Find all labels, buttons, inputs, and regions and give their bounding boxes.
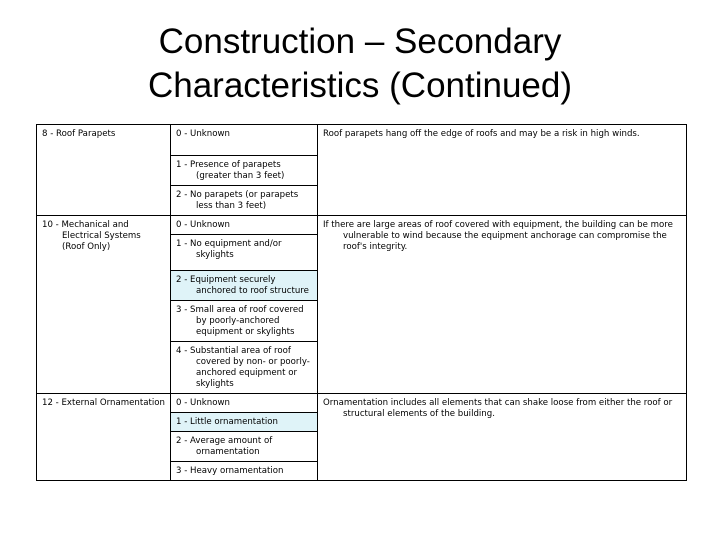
option-cell-highlighted: 1 - Little ornamentation: [171, 413, 318, 432]
option-cell: 3 - Heavy ornamentation: [171, 462, 318, 481]
option-cell: 4 - Substantial area of roof covered by non- or poorly-anchored equipment or skylights: [171, 342, 318, 394]
description-cell: Roof parapets hang off the edge of roofs and may be a risk in high winds.: [318, 125, 687, 216]
characteristic-cell: 12 - External Ornamentation: [37, 394, 171, 481]
characteristics-table: [36, 124, 687, 481]
option-cell: 3 - Small area of roof covered by poorly-anchored equipment or skylights: [171, 301, 318, 342]
characteristic-cell: 10 - Mechanical and Electrical Systems (Roof Only): [37, 216, 171, 394]
option-cell: 2 - No parapets (or parapets less than 3 feet): [171, 186, 318, 216]
description-cell: If there are large areas of roof covered with equipment, the building can be more vulnerable to wind because the equipment anchorage can compromise the roof's integrity.: [318, 216, 687, 394]
option-cell: 0 - Unknown: [171, 216, 318, 235]
description-cell: Ornamentation includes all elements that can shake loose from either the roof or structural elements of the building.: [318, 394, 687, 481]
slide-title: [0, 20, 720, 108]
option-cell: 0 - Unknown: [171, 125, 318, 156]
table-row: [37, 216, 687, 235]
option-cell: 1 - No equipment and/or skylights: [171, 235, 318, 271]
option-cell: 2 - Average amount of ornamentation: [171, 432, 318, 462]
slide-title-line-2: Characteristics (Continued): [147, 66, 573, 105]
characteristic-cell: 8 - Roof Parapets: [37, 125, 171, 216]
option-cell: 1 - Presence of parapets (greater than 3 feet): [171, 156, 318, 186]
table-row: [37, 125, 687, 156]
option-cell-highlighted: 2 - Equipment securely anchored to roof structure: [171, 271, 318, 301]
slide-title-line-1: Construction – Secondary: [158, 22, 562, 61]
table-row: [37, 394, 687, 413]
option-cell: 0 - Unknown: [171, 394, 318, 413]
